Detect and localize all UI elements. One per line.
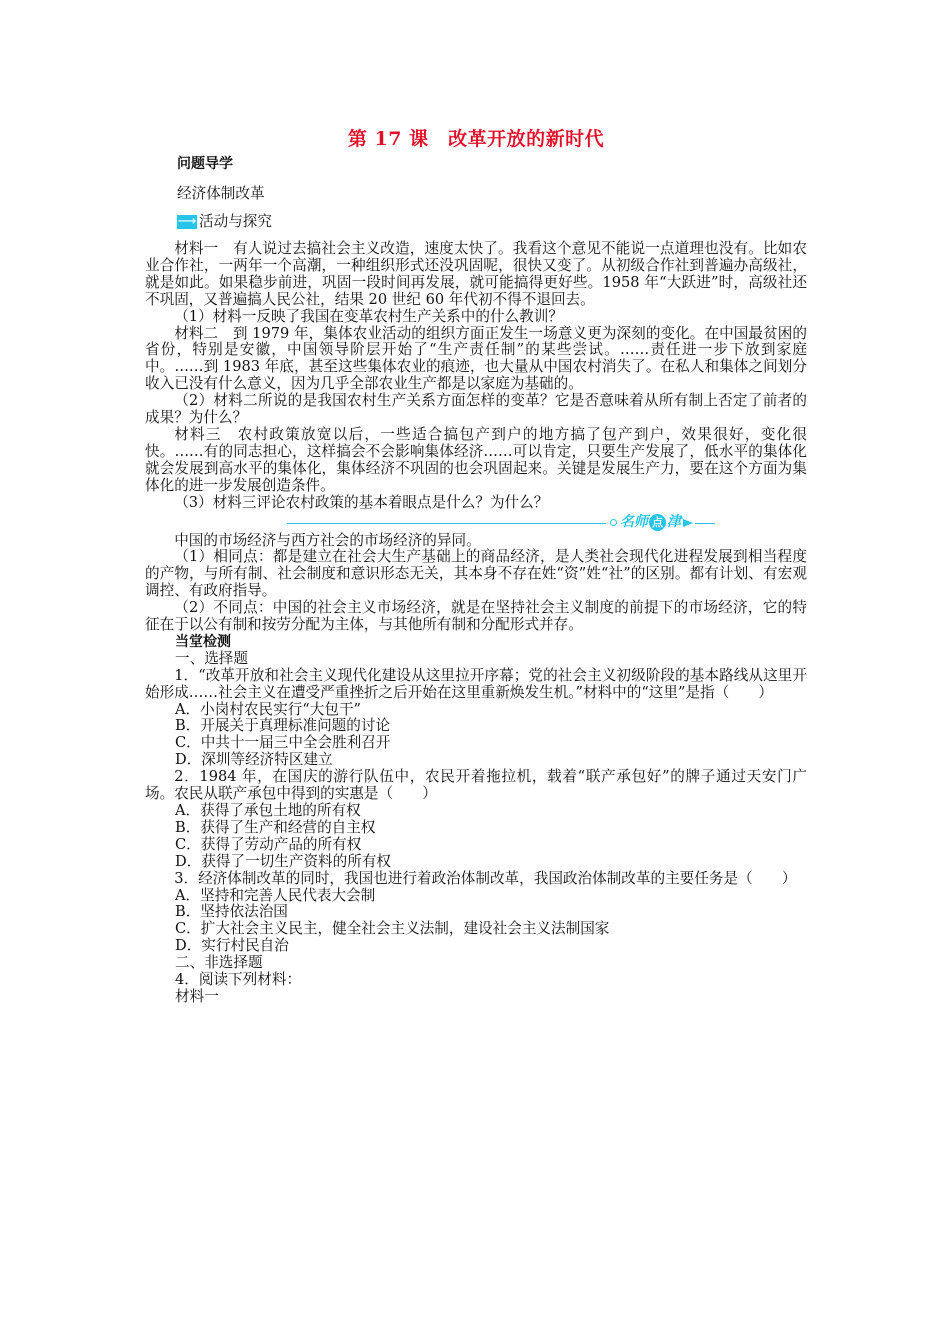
question-1-option-a: A．小岗村农民实行“大包干” (175, 700, 361, 718)
badge-text-a: 名师 (620, 514, 648, 531)
question-one: （1）材料一反映了我国在变革农村生产关系中的什么教训？ (174, 307, 563, 325)
question-2-option-c: C．获得了劳动产品的所有权 (175, 835, 362, 853)
question-3-option-d: D．实行村民自治 (175, 937, 289, 955)
question-4-stem: 4．阅读下列材料： (175, 971, 302, 989)
teacher-tips-badge (606, 513, 695, 533)
badge-circle: 点 (649, 514, 666, 531)
question-3-stem: 3．经济体制改革的同时，我国也进行着政治体制改革，我国政治体制改革的主要任务是（ ） (174, 869, 797, 887)
part-two-label: 二、非选择题 (175, 954, 263, 972)
question-2-option-b: B．获得了生产和经营的自主权 (175, 818, 376, 836)
section-heading-check: 当堂检测 (175, 633, 231, 650)
question-2-stem: 2．1984 年，在国庆的游行队伍中，农民开着拖拉机，载着“联产承包好”的牌子通过天安门广场。农民从联产承包中得到的实惠是（ ） (145, 768, 807, 803)
material-three: 材料三 农村政策放宽以后，一些适合搞包产到户的地方搞了包产到户，效果很好，变化很快。……有的同志担心，这样搞会不会影响集体经济……可以肯定，只要生产发展了，低水平的集体化就会发展到高水平的集体化，集体经济不巩固的也会巩固起来。关键是发展生产力，要在这个方面为集体化的进一步发展创造条件。 (145, 425, 807, 494)
question-1-stem: 1．“改革开放和社会主义现代化建设从这里拉开序幕；党的社会主义初级阶段的基本路线从这里开始形成……社会主义在遭受严重挫折之后开始在这里重新焕发生机。”材料中的“这里”是指（ ） (145, 666, 807, 701)
ring-icon (610, 519, 617, 526)
tips-similarity: （1）相同点：都是建立在社会大生产基础上的商品经济，是人类社会现代化进程发展到相当程度的产物，与所有制、社会制度和意识形态无关，其本身不存在姓“资”姓“社”的区别。都有计划、有宏观调控、有政府指导。 (145, 548, 807, 600)
question-three: （3）材料三评论农村政策的基本着眼点是什么？为什么？ (174, 493, 549, 511)
question-4-material-label: 材料一 (175, 987, 219, 1005)
badge-text-b: 津 (667, 514, 681, 531)
question-2-option-a: A．获得了承包土地的所有权 (175, 802, 361, 819)
activity-label: 活动与探究 (199, 213, 272, 230)
question-two: （2）材料二所说的是我国农村生产关系方面怎样的变革？它是否意味着从所有制上否定了前者的成果？为什么？ (145, 392, 807, 427)
badge-tail-icon (683, 519, 693, 527)
section-heading-guide: 问题导学 (177, 156, 233, 172)
tips-intro: 中国的市场经济与西方社会的市场经济的异同。 (174, 531, 481, 549)
part-one-label: 一、选择题 (175, 649, 248, 667)
activity-heading (145, 213, 807, 231)
tips-divider (145, 513, 807, 533)
tips-difference: （2）不同点：中国的社会主义市场经济，就是在坚持社会主义制度的前提下的市场经济，它的特征在于以公有制和按劳分配为主体，与其他所有制和分配形式并存。 (145, 599, 807, 634)
question-3-option-b: B．坚持依法治国 (175, 903, 288, 921)
question-3-option-c: C．扩大社会主义民主，健全社会主义法制，建设社会主义法制国家 (175, 920, 610, 938)
question-1-option-c: C．中共十一届三中全会胜利召开 (175, 734, 391, 752)
question-1-option-d: D．深圳等经济特区建立 (175, 751, 333, 769)
document-page (145, 126, 807, 1006)
subheading-economic-reform: 经济体制改革 (177, 185, 265, 202)
material-two: 材料二 到 1979 年，集体农业活动的组织方面正发生一场意义更为深刻的变化。在中国最贫困的省份，特别是安徽，中国领导阶层开始了“生产责任制”的某些尝试。……责任进一步下放到家庭中。……到 1983 年底，甚至这些集体农业的痕迹，也大量从中国农村消失了。在私人和集体之间划分收入已没有什么意义，因为几乎全部农业生产都是以家庭为基础的。 (145, 324, 807, 393)
question-1-option-b: B．开展关于真理标准问题的讨论 (175, 717, 391, 735)
arrow-icon: ⟶ (177, 214, 197, 229)
material-one: 材料一 有人说过去搞社会主义改造，速度太快了。我看这个意见不能说一点道理也没有。比如农业合作社，一两年一个高潮，一种组织形式还没巩固呢，很快又变了。从初级合作社到普遍办高级社，就是如此。如果稳步前进，巩固一段时间再发展，就可能搞得更好些。1958 年“大跃进”时，高级社还不巩固，又普遍搞人民公社，结果 20 世纪 60 年代初不得不退回去。 (145, 240, 807, 308)
question-2-option-d: D．获得了一切生产资料的所有权 (175, 852, 392, 870)
page-title: 第 17 课 改革开放的新时代 (347, 128, 605, 150)
question-3-option-a: A．坚持和完善人民代表大会制 (175, 886, 376, 904)
